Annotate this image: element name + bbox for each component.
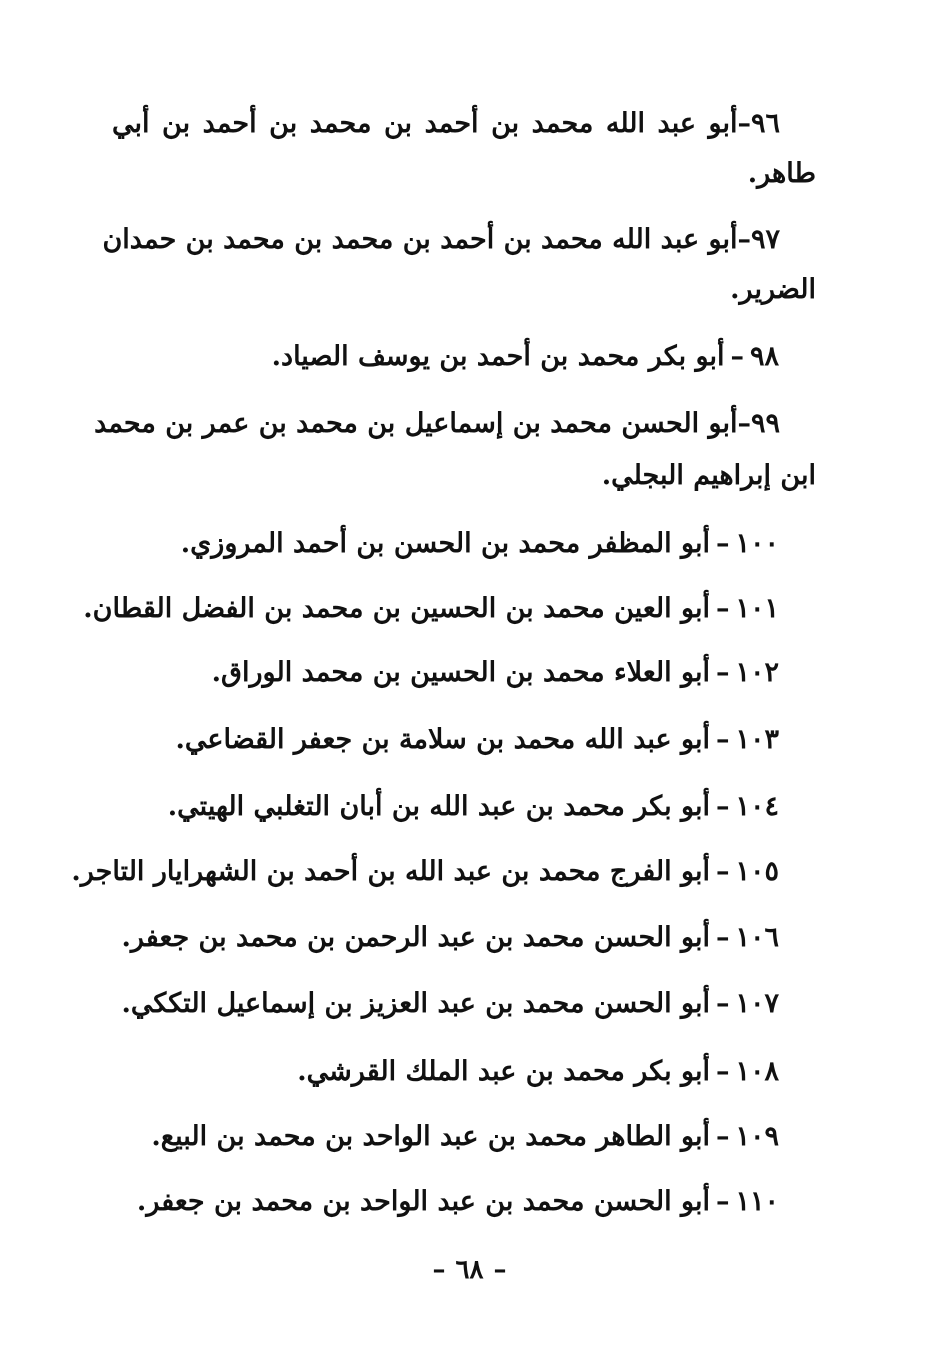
- entry-text: أبو الحسن محمد بن عبد الرحمن بن محمد بن جعفر.: [121, 922, 710, 953]
- entry-number: ١٠٦: [735, 922, 779, 953]
- entry-dash: –: [715, 988, 730, 1019]
- entry-dash: –: [715, 1056, 730, 1087]
- entry-98: [272, 343, 779, 370]
- entry-text: أبو عبد الله محمد بن أحمد بن محمد بن محمد بن حمدان: [102, 224, 738, 255]
- entry-108: [297, 1058, 779, 1085]
- entry-number: ١٠٥: [735, 856, 779, 887]
- entry-text: أبو المظفر محمد بن الحسن بن أحمد المروزي.: [180, 528, 710, 559]
- entry-text: أبو عبد الله محمد بن أحمد بن محمد بن أحمد بن أبي: [112, 108, 738, 139]
- entry-number: ٩٦: [750, 108, 780, 139]
- entry-96-line2: طاهر.: [747, 158, 816, 189]
- entry-text: أبو العين محمد بن الحسين بن محمد بن الفضل القطان.: [83, 593, 710, 624]
- entry-number: ١٠٧: [735, 988, 779, 1019]
- entry-dash: –: [737, 408, 751, 439]
- entry-107: [121, 990, 779, 1017]
- entry-number: ٩٨: [749, 341, 779, 372]
- entry-109: [151, 1123, 779, 1150]
- entry-text: أبو بكر محمد بن عبد الملك القرشي.: [297, 1056, 710, 1087]
- entry-dash: –: [730, 341, 744, 372]
- entry-number: ٩٩: [750, 408, 780, 439]
- entry-text: أبو العلاء محمد بن الحسين بن محمد الوراق.: [211, 657, 710, 688]
- entry-text: أبو الحسن محمد بن عبد الواحد بن محمد بن جعفر.: [136, 1186, 710, 1217]
- entry-number: ٩٧: [750, 224, 780, 255]
- entry-dash: –: [715, 724, 730, 755]
- entry-97-line1: [102, 224, 780, 255]
- entry-96-line1: [112, 110, 780, 137]
- entry-105: [71, 858, 779, 885]
- entry-dash: –: [715, 657, 730, 688]
- page-number-dash-right: –: [432, 1255, 446, 1285]
- entry-100: [181, 530, 779, 557]
- entry-number: ١٠٩: [735, 1121, 779, 1152]
- entry-dash: –: [715, 791, 730, 822]
- entry-text: أبو الحسن محمد بن عبد العزيز بن إسماعيل التككي.: [121, 988, 710, 1019]
- entry-104: [168, 793, 779, 820]
- entry-text: أبو عبد الله محمد بن سلامة بن جعفر القضاعي.: [175, 724, 710, 755]
- entry-dash: –: [715, 922, 730, 953]
- entry-99-line1: [94, 408, 780, 439]
- entry-102: [212, 659, 779, 686]
- entry-number: ١٠٣: [735, 724, 779, 755]
- entry-text: أبو بكر محمد بن عبد الله بن أبان التغلبي الهيتي.: [167, 791, 710, 822]
- entry-text: أبو الطاهر محمد بن عبد الواحد بن محمد بن البيع.: [151, 1121, 710, 1152]
- entry-103: [175, 726, 779, 753]
- page-number-value: ٦٨: [455, 1255, 484, 1285]
- entry-text: أبو بكر محمد بن أحمد بن يوسف الصياد.: [271, 341, 725, 372]
- entry-number: ١٠٢: [735, 657, 779, 688]
- entry-dash: –: [737, 108, 751, 139]
- entry-dash: –: [737, 224, 751, 255]
- entry-dash: –: [715, 593, 730, 624]
- entry-106: [121, 924, 779, 951]
- page-number: [0, 1255, 939, 1285]
- entry-number: ١٠٨: [735, 1056, 779, 1087]
- entry-101: [83, 595, 779, 622]
- entry-dash: –: [715, 856, 730, 887]
- entry-dash: –: [715, 1121, 730, 1152]
- entry-number: ١٠٤: [735, 791, 779, 822]
- entry-99-line2: ابن إبراهيم البجلي.: [601, 460, 816, 491]
- entry-dash: –: [715, 528, 730, 559]
- entry-text: أبو الفرج محمد بن عبد الله بن أحمد بن الشهرايار التاجر.: [71, 856, 710, 887]
- entry-text: أبو الحسن محمد بن إسماعيل بن محمد بن عمر بن محمد: [94, 408, 738, 439]
- entry-110: [137, 1188, 779, 1215]
- entry-number: ١٠١: [735, 593, 779, 624]
- entry-number: ١١٠: [735, 1186, 779, 1217]
- entry-dash: –: [715, 1186, 730, 1217]
- entry-97-line2: الضرير.: [730, 274, 816, 305]
- page-number-dash-left: –: [493, 1255, 507, 1285]
- entry-number: ١٠٠: [735, 528, 779, 559]
